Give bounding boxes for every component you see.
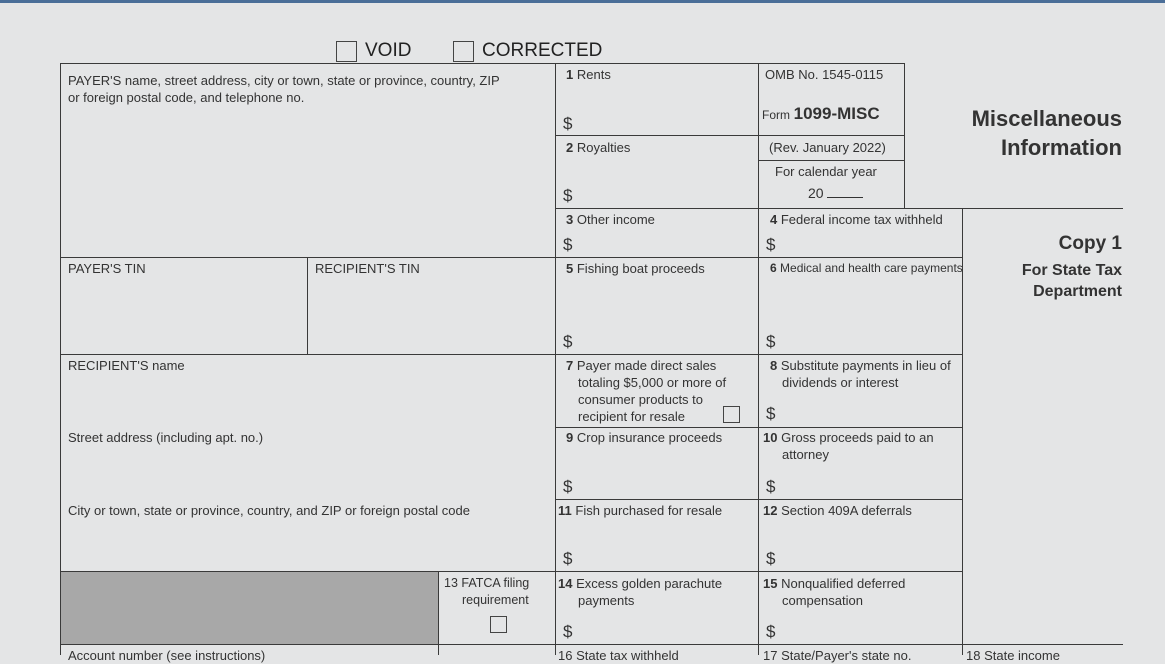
payer-tin-label: PAYER'S TIN <box>68 261 146 276</box>
box8-label-1: 8 Substitute payments in lieu of <box>770 358 951 373</box>
fatca-label-2: requirement <box>462 593 529 607</box>
window-top-border <box>0 0 1165 3</box>
box2-label: 2 Royalties <box>566 140 631 155</box>
omb-number: OMB No. 1545-0115 <box>765 67 884 82</box>
box12-dollar: $ <box>766 549 776 568</box>
fatca-label-1: 13 FATCA filing <box>444 576 530 590</box>
calendar-year-label: For calendar year <box>775 164 877 179</box>
box9-label: 9 Crop insurance proceeds <box>566 430 723 445</box>
recipient-tin-label: RECIPIENT'S TIN <box>315 261 420 276</box>
box1-label: 1 Rents <box>566 67 611 82</box>
box12-label: 12 Section 409A deferrals <box>763 503 912 518</box>
void-label: VOID <box>365 40 412 61</box>
box10-label-2: attorney <box>782 447 829 462</box>
box1-dollar: $ <box>563 114 573 133</box>
box4-label: 4 Federal income tax withheld <box>770 212 943 227</box>
box9-dollar: $ <box>563 477 573 496</box>
box16-label: 16 State tax withheld <box>558 648 679 663</box>
street-address-label: Street address (including apt. no.) <box>68 430 264 445</box>
corrected-checkbox[interactable] <box>453 41 474 62</box>
payer-name-label-1: PAYER'S name, street address, city or town, state or province, country, ZIP <box>68 73 500 88</box>
box14-label-2: payments <box>578 593 635 608</box>
box10-dollar: $ <box>766 477 776 496</box>
box6-label: 6 Medical and health care payments <box>770 261 963 275</box>
fatca-checkbox[interactable] <box>490 616 507 633</box>
calendar-year-field[interactable]: 20 <box>808 185 863 202</box>
box15-label-1: 15 Nonqualified deferred <box>763 576 906 591</box>
recipient-name-label: RECIPIENT'S name <box>68 358 185 373</box>
box5-label: 5 Fishing boat proceeds <box>566 261 705 276</box>
form-title-1: Miscellaneous <box>971 106 1122 131</box>
payer-name-label-2: or foreign postal code, and telephone no. <box>68 90 305 105</box>
for-label-1: For State Tax <box>1021 262 1122 279</box>
box3-label: 3 Other income <box>566 212 655 227</box>
box15-label-2: compensation <box>782 593 863 608</box>
box15-dollar: $ <box>766 622 776 641</box>
box7-label-3: consumer products to <box>578 392 704 407</box>
form-title-2: Information <box>1001 135 1122 160</box>
box10-label-1: 10 Gross proceeds paid to an <box>763 430 934 445</box>
box11-dollar: $ <box>563 549 573 568</box>
box7-label-1: 7 Payer made direct sales <box>566 358 717 373</box>
box5-dollar: $ <box>563 332 573 351</box>
box11-label: 11 Fish purchased for resale <box>558 503 723 518</box>
box7-label-4: recipient for resale <box>578 409 685 424</box>
box2-dollar: $ <box>563 186 573 205</box>
box7-label-2: totaling $5,000 or more of <box>578 375 727 390</box>
form-number: Form 1099-MISC <box>762 104 880 123</box>
for-label-2: Department <box>1033 283 1122 300</box>
box6-dollar: $ <box>766 332 776 351</box>
void-checkbox[interactable] <box>336 41 357 62</box>
city-label: City or town, state or province, country, and ZIP or foreign postal code <box>68 503 470 518</box>
box8-label-2: dividends or interest <box>782 375 899 390</box>
box7-checkbox[interactable] <box>723 406 740 423</box>
shaded-area <box>61 572 438 645</box>
box18-label: 18 State income <box>966 648 1060 663</box>
copy-label: Copy 1 <box>1058 233 1122 254</box>
account-number-label: Account number (see instructions) <box>68 648 266 663</box>
box8-dollar: $ <box>766 404 776 423</box>
box14-dollar: $ <box>563 622 573 641</box>
box14-label-1: 14 Excess golden parachute <box>558 576 723 591</box>
corrected-label: CORRECTED <box>482 40 603 61</box>
box17-label: 17 State/Payer's state no. <box>763 648 912 663</box>
box3-dollar: $ <box>563 235 573 254</box>
box4-dollar: $ <box>766 235 776 254</box>
form-revision: (Rev. January 2022) <box>769 140 886 155</box>
